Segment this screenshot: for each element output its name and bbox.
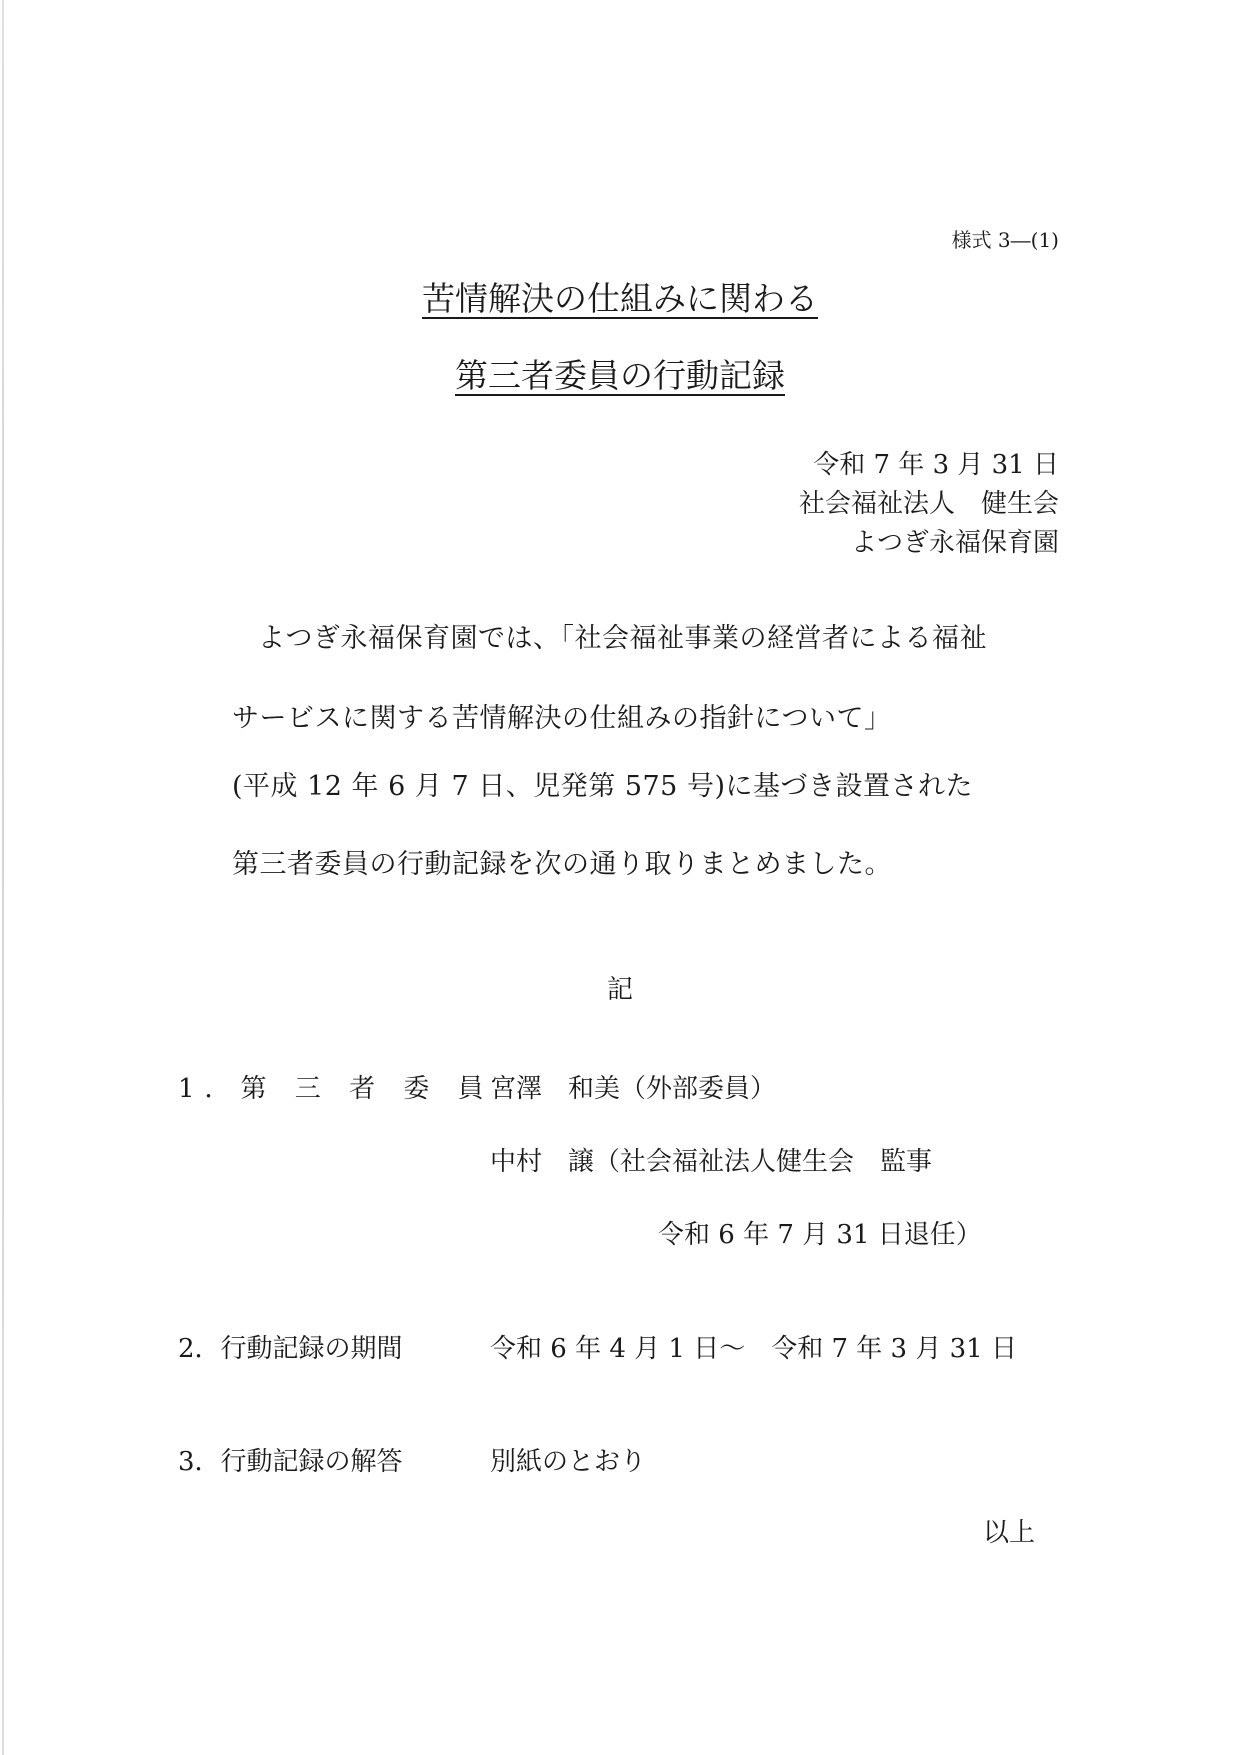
item-3-value: 別紙のとおり xyxy=(490,1447,647,1477)
item-1-label: 1．第 三 者 委 員 xyxy=(178,1074,494,1104)
closing-mark: 以上 xyxy=(982,1518,1035,1548)
document-date: 令和 7 年 3 月 31 日 xyxy=(813,450,1059,480)
ki-heading: 記 xyxy=(606,975,633,1005)
document-title-line-1: 苦情解決の仕組みに関わる xyxy=(422,279,818,318)
body-paragraph-line: サービスに関する苦情解決の仕組みの指針について」 xyxy=(232,703,892,734)
body-paragraph-line: よつぎ永福保育園では、「社会福祉事業の経営者による福祉 xyxy=(258,623,987,654)
item-3-label: 3．行動記録の解答 xyxy=(178,1447,403,1477)
scan-edge-shadow xyxy=(2,0,4,1755)
body-paragraph-line: (平成 12 年 6 月 7 日、児発第 575 号)に基づき設置された xyxy=(232,771,973,802)
form-number: 様式 3―(1) xyxy=(951,228,1059,252)
item-2-label: 2．行動記録の期間 xyxy=(178,1334,403,1364)
organization-name: 社会福祉法人 健生会 xyxy=(798,489,1059,519)
item-1-value-committee-member: 中村 譲（社会福祉法人健生会 監事 xyxy=(490,1147,933,1177)
document-title-line-2: 第三者委員の行動記録 xyxy=(455,356,785,395)
item-1-value-committee-member: 宮澤 和美（外部委員） xyxy=(490,1074,777,1104)
body-paragraph-line: 第三者委員の行動記録を次の通り取りまとめました。 xyxy=(232,849,892,880)
nursery-name: よつぎ永福保育園 xyxy=(850,528,1059,558)
item-1-value-retirement-note: 令和 6 年 7 月 31 日退任） xyxy=(658,1220,982,1250)
item-2-value-period: 令和 6 年 4 月 1 日～ 令和 7 年 3 月 31 日 xyxy=(490,1334,1017,1364)
